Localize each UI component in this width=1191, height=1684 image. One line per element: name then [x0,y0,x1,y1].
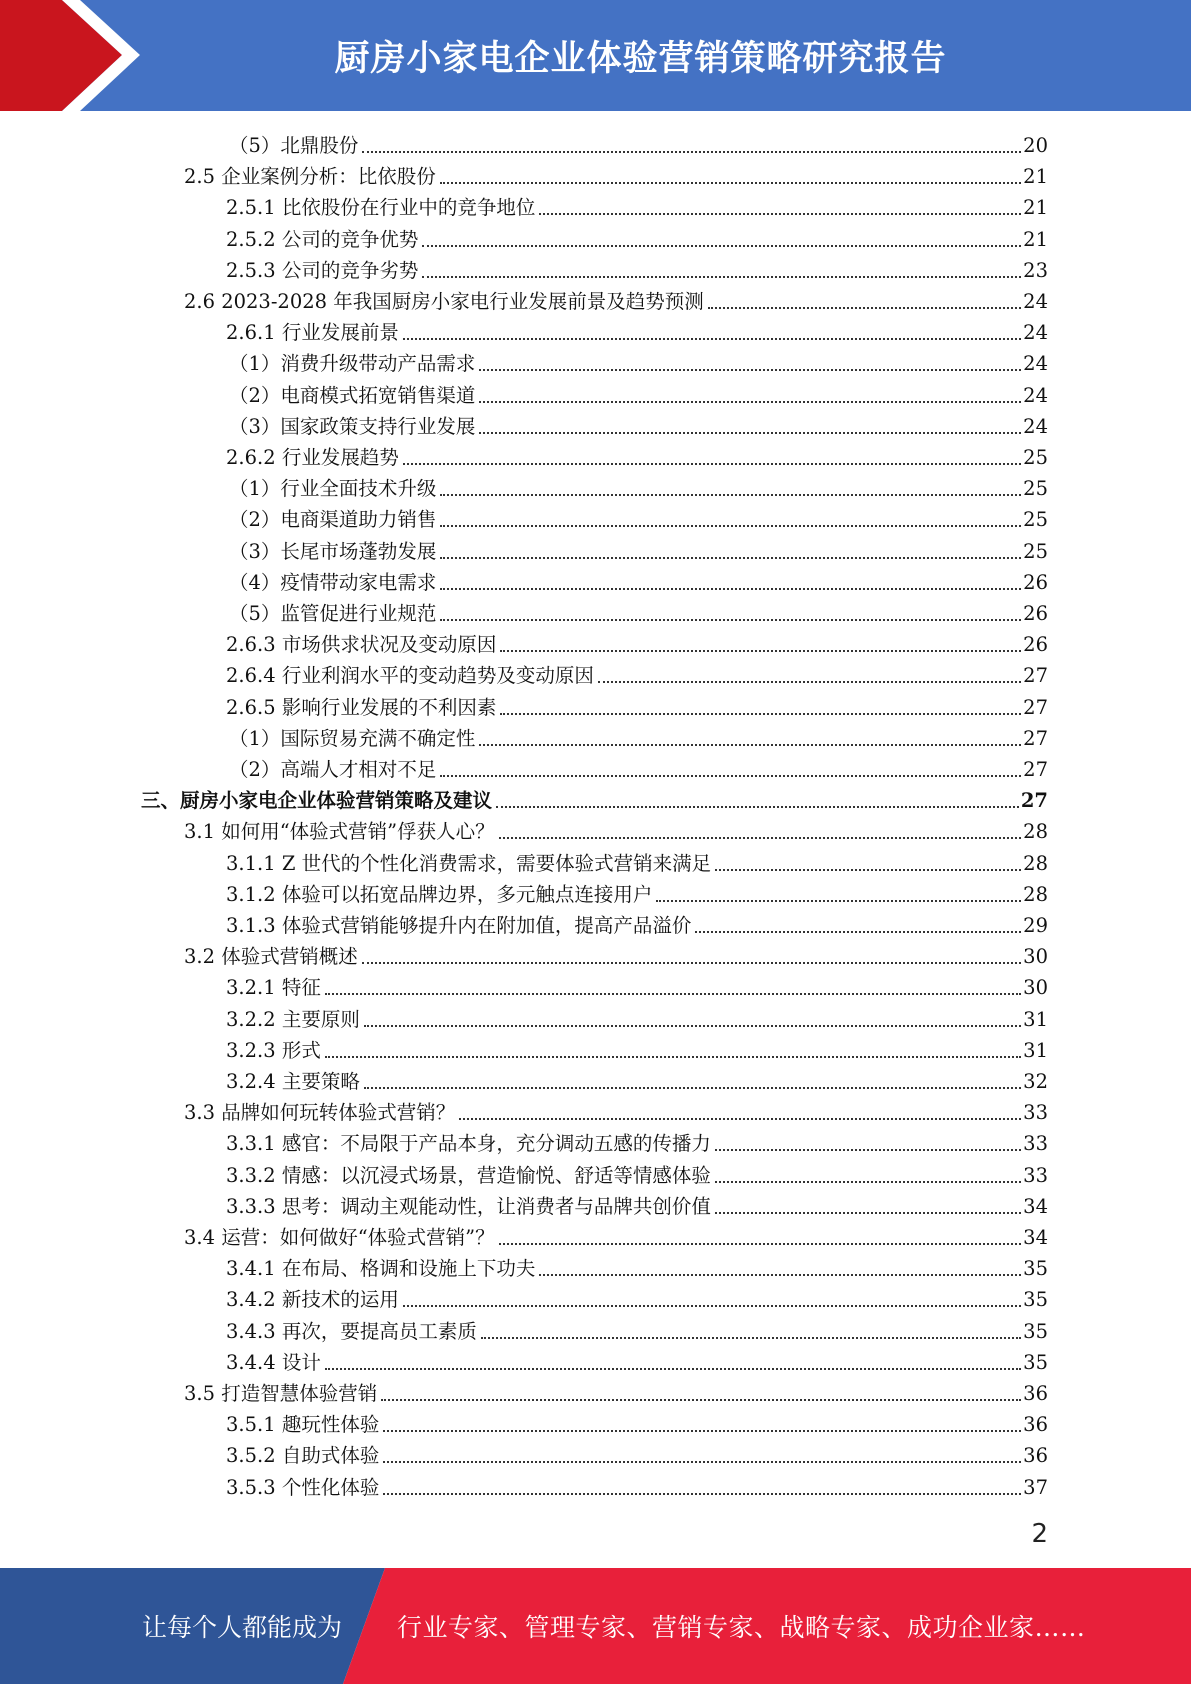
toc-entry-label: 3.1 如何用“体验式营销”俘获人心？ [184,820,495,844]
toc-entry[interactable] [0,502,1048,533]
toc-leader-dots [459,1118,1021,1120]
toc-entry-page: 24 [1023,383,1048,407]
toc-leader-dots [479,744,1021,746]
toc-entry-label: 3.4.3 再次，要提高员工素质 [226,1319,477,1343]
toc-entry-label: 3.1.1 Z 世代的个性化消费需求，需要体验式营销来满足 [226,851,712,875]
toc-entry-page: 26 [1023,633,1048,657]
toc-entry[interactable] [0,970,1048,1001]
toc-entry-page: 24 [1023,414,1048,438]
toc-leader-dots [496,806,1019,808]
toc-leader-dots [500,713,1021,715]
toc-entry-page: 33 [1023,1101,1048,1125]
toc-entry[interactable] [0,222,1048,253]
toc-entry-page: 28 [1023,882,1048,906]
toc-leader-dots [440,775,1021,777]
toc-entry-page: 35 [1023,1319,1048,1343]
toc-entry-label: （5）北鼎股份 [229,134,359,157]
toc-leader-dots [403,1305,1021,1307]
toc-entry-page: 29 [1023,914,1048,937]
toc-leader-dots [364,1025,1021,1027]
toc-leader-dots [381,1399,1021,1401]
toc-entry-label: （1）消费升级带动产品需求 [229,352,476,376]
toc-leader-dots [695,931,1021,933]
toc-entry-page: 28 [1023,820,1048,844]
report-title: 厨房小家电企业体验营销策略研究报告 [334,38,947,79]
toc-entry[interactable] [0,814,1048,845]
toc-entry-page: 24 [1023,352,1048,376]
toc-entry[interactable] [0,1282,1048,1313]
toc-entry-page: 26 [1023,602,1048,625]
toc-entry-label: 3.4.4 设计 [226,1350,321,1374]
toc-entry-label: 2.6.4 行业利润水平的变动趋势及变动原因 [226,664,594,688]
toc-leader-dots [479,369,1021,371]
toc-leader-dots [325,993,1021,995]
toc-leader-dots [403,463,1021,465]
toc-entry-page: 25 [1023,446,1048,469]
toc-leader-dots [440,494,1021,496]
toc-leader-dots [364,1087,1021,1089]
toc-entry[interactable] [0,627,1048,658]
toc-leader-dots [383,1430,1021,1432]
toc-entry-page: 27 [1023,664,1048,688]
page-header [0,0,1191,111]
toc-entry[interactable] [0,846,1048,877]
footer-slogan-right: 行业专家、管理专家、营销专家、战略专家、成功企业家…… [397,1613,1086,1642]
toc-entry-label: （1）国际贸易充满不确定性 [229,726,476,750]
toc-entry[interactable] [0,159,1048,190]
toc-entry[interactable] [0,752,1048,783]
toc-entry-label: （5）监管促进行业规范 [229,602,437,625]
toc-entry-page: 35 [1023,1350,1048,1374]
toc-entry[interactable] [0,1189,1048,1220]
toc-entry[interactable] [0,190,1048,221]
toc-entry-page: 20 [1023,134,1048,157]
toc-entry-page: 27 [1023,726,1048,750]
toc-entry[interactable] [0,128,1048,159]
toc-entry-page: 27 [1020,789,1048,813]
toc-entry-page: 37 [1023,1475,1048,1499]
toc-entry[interactable] [0,1345,1048,1376]
toc-entry[interactable] [0,596,1048,627]
toc-entry[interactable] [0,284,1048,315]
toc-entry-page: 31 [1023,1007,1048,1031]
toc-leader-dots [383,1461,1021,1463]
toc-entry-label: 3.2.2 主要原则 [226,1007,360,1031]
toc-entry-label: （2）电商模式拓宽销售渠道 [229,383,476,407]
toc-entry[interactable] [0,1064,1048,1095]
toc-entry-label: 2.6.5 影响行业发展的不利因素 [226,695,497,719]
toc-entry-label: 2.5.3 公司的竞争劣势 [226,258,419,282]
toc-entry-label: 2.6.2 行业发展趋势 [226,446,399,469]
toc-entry[interactable] [0,565,1048,596]
toc-leader-dots [539,213,1021,215]
toc-entry[interactable] [0,1314,1048,1345]
toc-entry[interactable] [0,409,1048,440]
toc-entry-label: 2.5 企业案例分析：比依股份 [184,165,436,189]
toc-entry-page: 30 [1023,976,1048,1000]
toc-leader-dots [440,182,1021,184]
toc-leader-dots [539,1274,1021,1276]
toc-entry-label: （1）行业全面技术升级 [229,477,437,501]
toc-entry-label: 3.5.2 自助式体验 [226,1444,380,1468]
toc-entry[interactable] [0,939,1048,970]
toc-entry-label: 3.3.3 思考：调动主观能动性，让消费者与品牌共创价值 [226,1194,711,1218]
toc-entry[interactable] [0,440,1048,471]
toc-entry-label: 3.3.2 情感：以沉浸式场景，营造愉悦、舒适等情感体验 [226,1163,711,1187]
toc-entry-label: 2.5.1 比依股份在行业中的竞争地位 [226,196,536,220]
toc-leader-dots [403,338,1021,340]
page-footer [0,1568,1191,1684]
toc-leader-dots [499,1243,1022,1245]
toc-entry[interactable] [0,1158,1048,1189]
toc-entry-page: 25 [1023,539,1048,563]
toc-leader-dots [499,837,1022,839]
toc-entry-page: 24 [1023,290,1048,313]
toc-entry-page: 36 [1023,1444,1048,1468]
toc-entry-page: 23 [1023,258,1048,282]
toc-entry[interactable] [0,658,1048,689]
toc-entry[interactable] [0,1407,1048,1438]
toc-entry[interactable] [0,690,1048,721]
toc-leader-dots [440,588,1021,590]
toc-entry[interactable] [0,534,1048,565]
toc-entry-page: 25 [1023,508,1048,532]
toc-entry[interactable] [0,1033,1048,1064]
toc-entry-page: 21 [1023,165,1048,189]
toc-leader-dots [715,1149,1021,1151]
toc-entry-page: 32 [1023,1070,1048,1093]
toc-entry-label: 3.3.1 感官：不局限于产品本身，充分调动五感的传播力 [226,1132,711,1156]
toc-leader-dots [325,1368,1021,1370]
toc-entry-label: （3）长尾市场蓬勃发展 [229,539,437,563]
toc-entry-label: 2.6.1 行业发展前景 [226,321,399,345]
toc-entry-page: 36 [1023,1413,1048,1437]
toc-entry-page: 27 [1023,695,1048,719]
toc-entry-page: 21 [1023,227,1048,251]
toc-entry-label: 3.2.3 形式 [226,1038,321,1062]
toc-leader-dots [479,401,1021,403]
toc-leader-dots [440,557,1021,559]
toc-entry[interactable] [0,1438,1048,1469]
toc-leader-dots [325,1056,1021,1058]
toc-entry-label: （4）疫情带动家电需求 [229,570,437,594]
toc-leader-dots [715,1181,1021,1183]
page-number: 2 [1031,1519,1048,1549]
toc-entry-label: 3.5 打造智慧体验营销 [184,1382,378,1405]
toc-entry[interactable] [0,253,1048,284]
toc-entry[interactable] [0,1220,1048,1251]
toc-entry[interactable] [0,1251,1048,1282]
toc-entry-label: 3.2 体验式营销概述 [184,945,358,969]
toc-entry-page: 34 [1023,1226,1048,1249]
toc-entry[interactable] [0,783,1048,814]
toc-entry[interactable] [0,378,1048,409]
toc-entry-label: （3）国家政策支持行业发展 [229,414,476,438]
toc-leader-dots [715,869,1021,871]
footer-slogan-left: 让每个人都能成为 [142,1613,343,1642]
toc-entry-page: 35 [1023,1288,1048,1312]
toc-leader-dots [481,1337,1021,1339]
toc-entry-label: 3.5.1 趣玩性体验 [226,1413,380,1437]
toc-entry-label: 3.4 运营：如何做好“体验式营销”？ [184,1226,495,1249]
toc-leader-dots [362,962,1021,964]
toc-entry-label: 3.2.4 主要策略 [226,1070,360,1093]
toc-entry[interactable] [0,1470,1048,1501]
toc-entry[interactable] [0,1376,1048,1407]
toc-leader-dots [422,245,1021,247]
toc-leader-dots [479,432,1021,434]
toc-leader-dots [708,307,1021,309]
toc-entry[interactable] [0,1126,1048,1157]
toc-leader-dots [440,525,1021,527]
toc-entry-label: 2.6.3 市场供求状况及变动原因 [226,633,497,657]
toc-entry[interactable] [0,1095,1048,1126]
toc-entry-label: （2）高端人才相对不足 [229,758,437,781]
toc-entry-label: 3.1.3 体验式营销能够提升内在附加值，提高产品溢价 [226,914,692,937]
toc-entry-page: 34 [1023,1194,1048,1218]
toc-entry[interactable] [0,721,1048,752]
toc-entry-page: 21 [1023,196,1048,220]
toc-entry-label: （2）电商渠道助力销售 [229,508,437,532]
toc-entry[interactable] [0,346,1048,377]
toc-entry-page: 36 [1023,1382,1048,1405]
toc-leader-dots [598,681,1021,683]
toc-entry-label: 3.5.3 个性化体验 [226,1475,380,1499]
toc-leader-dots [383,1493,1021,1495]
toc-entry-label: 2.5.2 公司的竞争优势 [226,227,419,251]
toc-entry-label: 三、厨房小家电企业体验营销策略及建议 [141,789,493,813]
toc-entry[interactable] [0,315,1048,346]
toc-entry-page: 25 [1023,477,1048,501]
toc-leader-dots [715,1212,1021,1214]
toc-entry-label: 3.4.2 新技术的运用 [226,1288,399,1312]
toc-entry-label: 3.2.1 特征 [226,976,321,1000]
toc-entry[interactable] [0,471,1048,502]
toc-entry-page: 26 [1023,570,1048,594]
toc-entry-page: 30 [1023,945,1048,969]
toc-entry[interactable] [0,908,1048,939]
toc-entry-label: 3.3 品牌如何玩转体验式营销？ [184,1101,456,1125]
toc-entry-label: 3.4.1 在布局、格调和设施上下功夫 [226,1257,536,1281]
toc-leader-dots [440,619,1021,621]
toc-entry-page: 35 [1023,1257,1048,1281]
toc-leader-dots [422,276,1021,278]
toc-entry[interactable] [0,1002,1048,1033]
toc-entry-page: 33 [1023,1163,1048,1187]
toc-leader-dots [656,900,1021,902]
toc-entry-page: 33 [1023,1132,1048,1156]
toc-entry-page: 27 [1023,758,1048,781]
toc-entry-label: 3.1.2 体验可以拓宽品牌边界，多元触点连接用户 [226,882,653,906]
toc-entry-page: 31 [1023,1038,1048,1062]
toc-leader-dots [362,151,1021,153]
toc-leader-dots [500,650,1021,652]
toc-entry-label: 2.6 2023-2028 年我国厨房小家电行业发展前景及趋势预测 [184,290,704,313]
toc-entry-page: 24 [1023,321,1048,345]
toc-entry[interactable] [0,877,1048,908]
toc-entry-page: 28 [1023,851,1048,875]
